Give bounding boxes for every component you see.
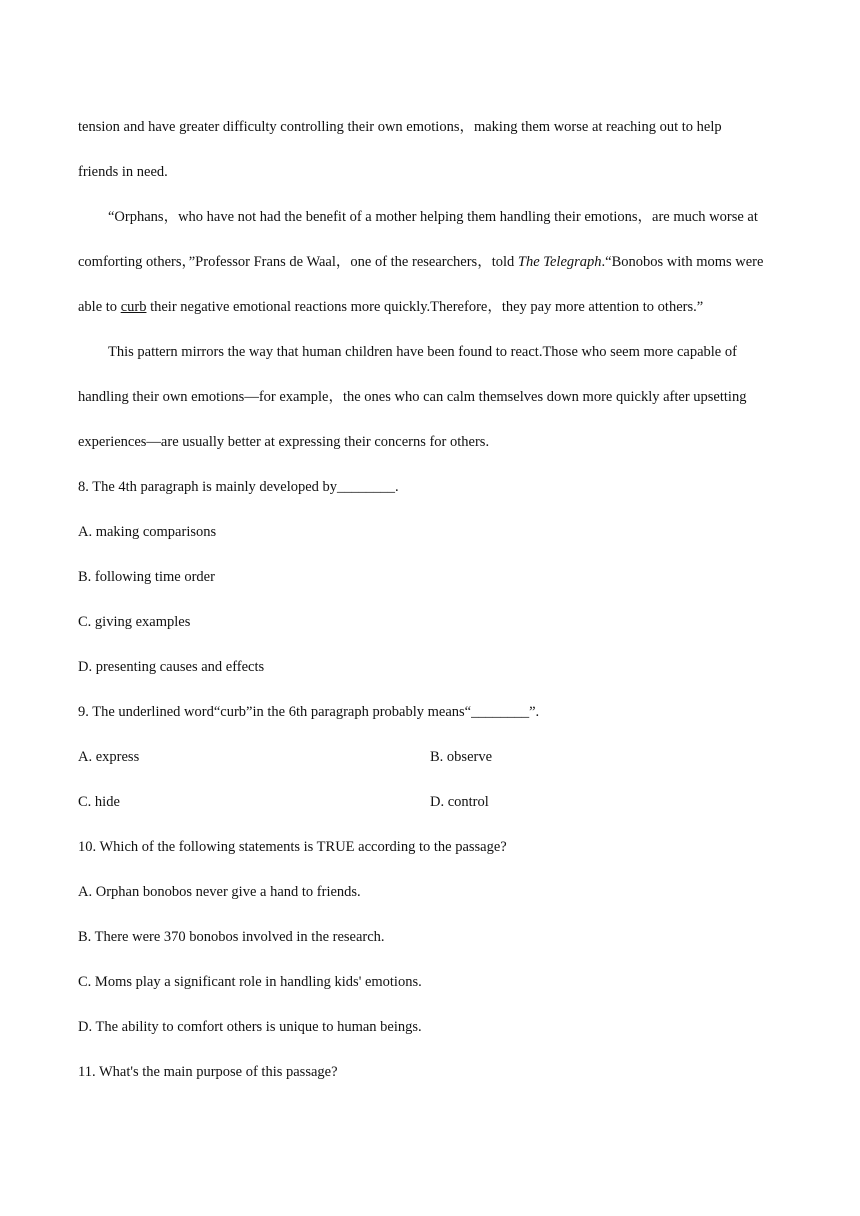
answer-option: D. control xyxy=(430,794,489,810)
passage-text: .“Bonobos with moms were xyxy=(601,254,764,270)
answer-row xyxy=(78,747,782,767)
passage-text: comforting others，”Professor Frans de Waal，one of the researchers，told xyxy=(78,254,518,270)
answer-option: C. giving examples xyxy=(78,614,191,630)
passage-line: handling their own emotions—for example，the ones who can calm themselves down more quickly after upsetting xyxy=(78,389,747,405)
passage-text: their negative emotional reactions more quickly.Therefore，they pay more attention to others.” xyxy=(146,299,704,315)
passage-line: “Orphans，who have not had the benefit of a mother helping them handling their emotions，are much worse at xyxy=(108,209,758,225)
answer-option: D. The ability to comfort others is unique to human beings. xyxy=(78,1019,422,1035)
answer-option: A. making comparisons xyxy=(78,524,217,540)
answer-option: A. Orphan bonobos never give a hand to friends. xyxy=(78,884,361,900)
passage-line xyxy=(78,297,782,317)
answer-option: B. observe xyxy=(430,749,493,765)
publication-name: The Telegraph xyxy=(517,254,602,270)
answer-option: C. hide xyxy=(78,794,120,810)
passage-line: tension and have greater difficulty controlling their own emotions，making them worse at reaching out to help xyxy=(78,119,722,135)
answer-row xyxy=(78,792,782,812)
passage-line: friends in need. xyxy=(78,164,168,180)
answer-option: D. presenting causes and effects xyxy=(78,659,265,675)
passage-line: experiences—are usually better at expressing their concerns for others. xyxy=(78,434,490,450)
answer-option: B. There were 370 bonobos involved in the research. xyxy=(78,929,385,945)
answer-option: C. Moms play a significant role in handling kids' emotions. xyxy=(78,974,422,990)
question-stem: 10. Which of the following statements is TRUE according to the passage? xyxy=(78,839,507,855)
passage-text: able to xyxy=(78,299,121,315)
underlined-word: curb xyxy=(120,299,147,315)
question-stem: 11. What's the main purpose of this passage? xyxy=(78,1064,338,1080)
answer-option: A. express xyxy=(78,749,140,765)
passage-line xyxy=(78,252,782,272)
question-stem: 9. The underlined word“curb”in the 6th paragraph probably means“________”. xyxy=(78,704,540,720)
passage-line: This pattern mirrors the way that human children have been found to react.Those who seem more capable of xyxy=(108,344,737,360)
question-stem: 8. The 4th paragraph is mainly developed by________. xyxy=(78,479,399,495)
answer-option: B. following time order xyxy=(78,569,215,585)
